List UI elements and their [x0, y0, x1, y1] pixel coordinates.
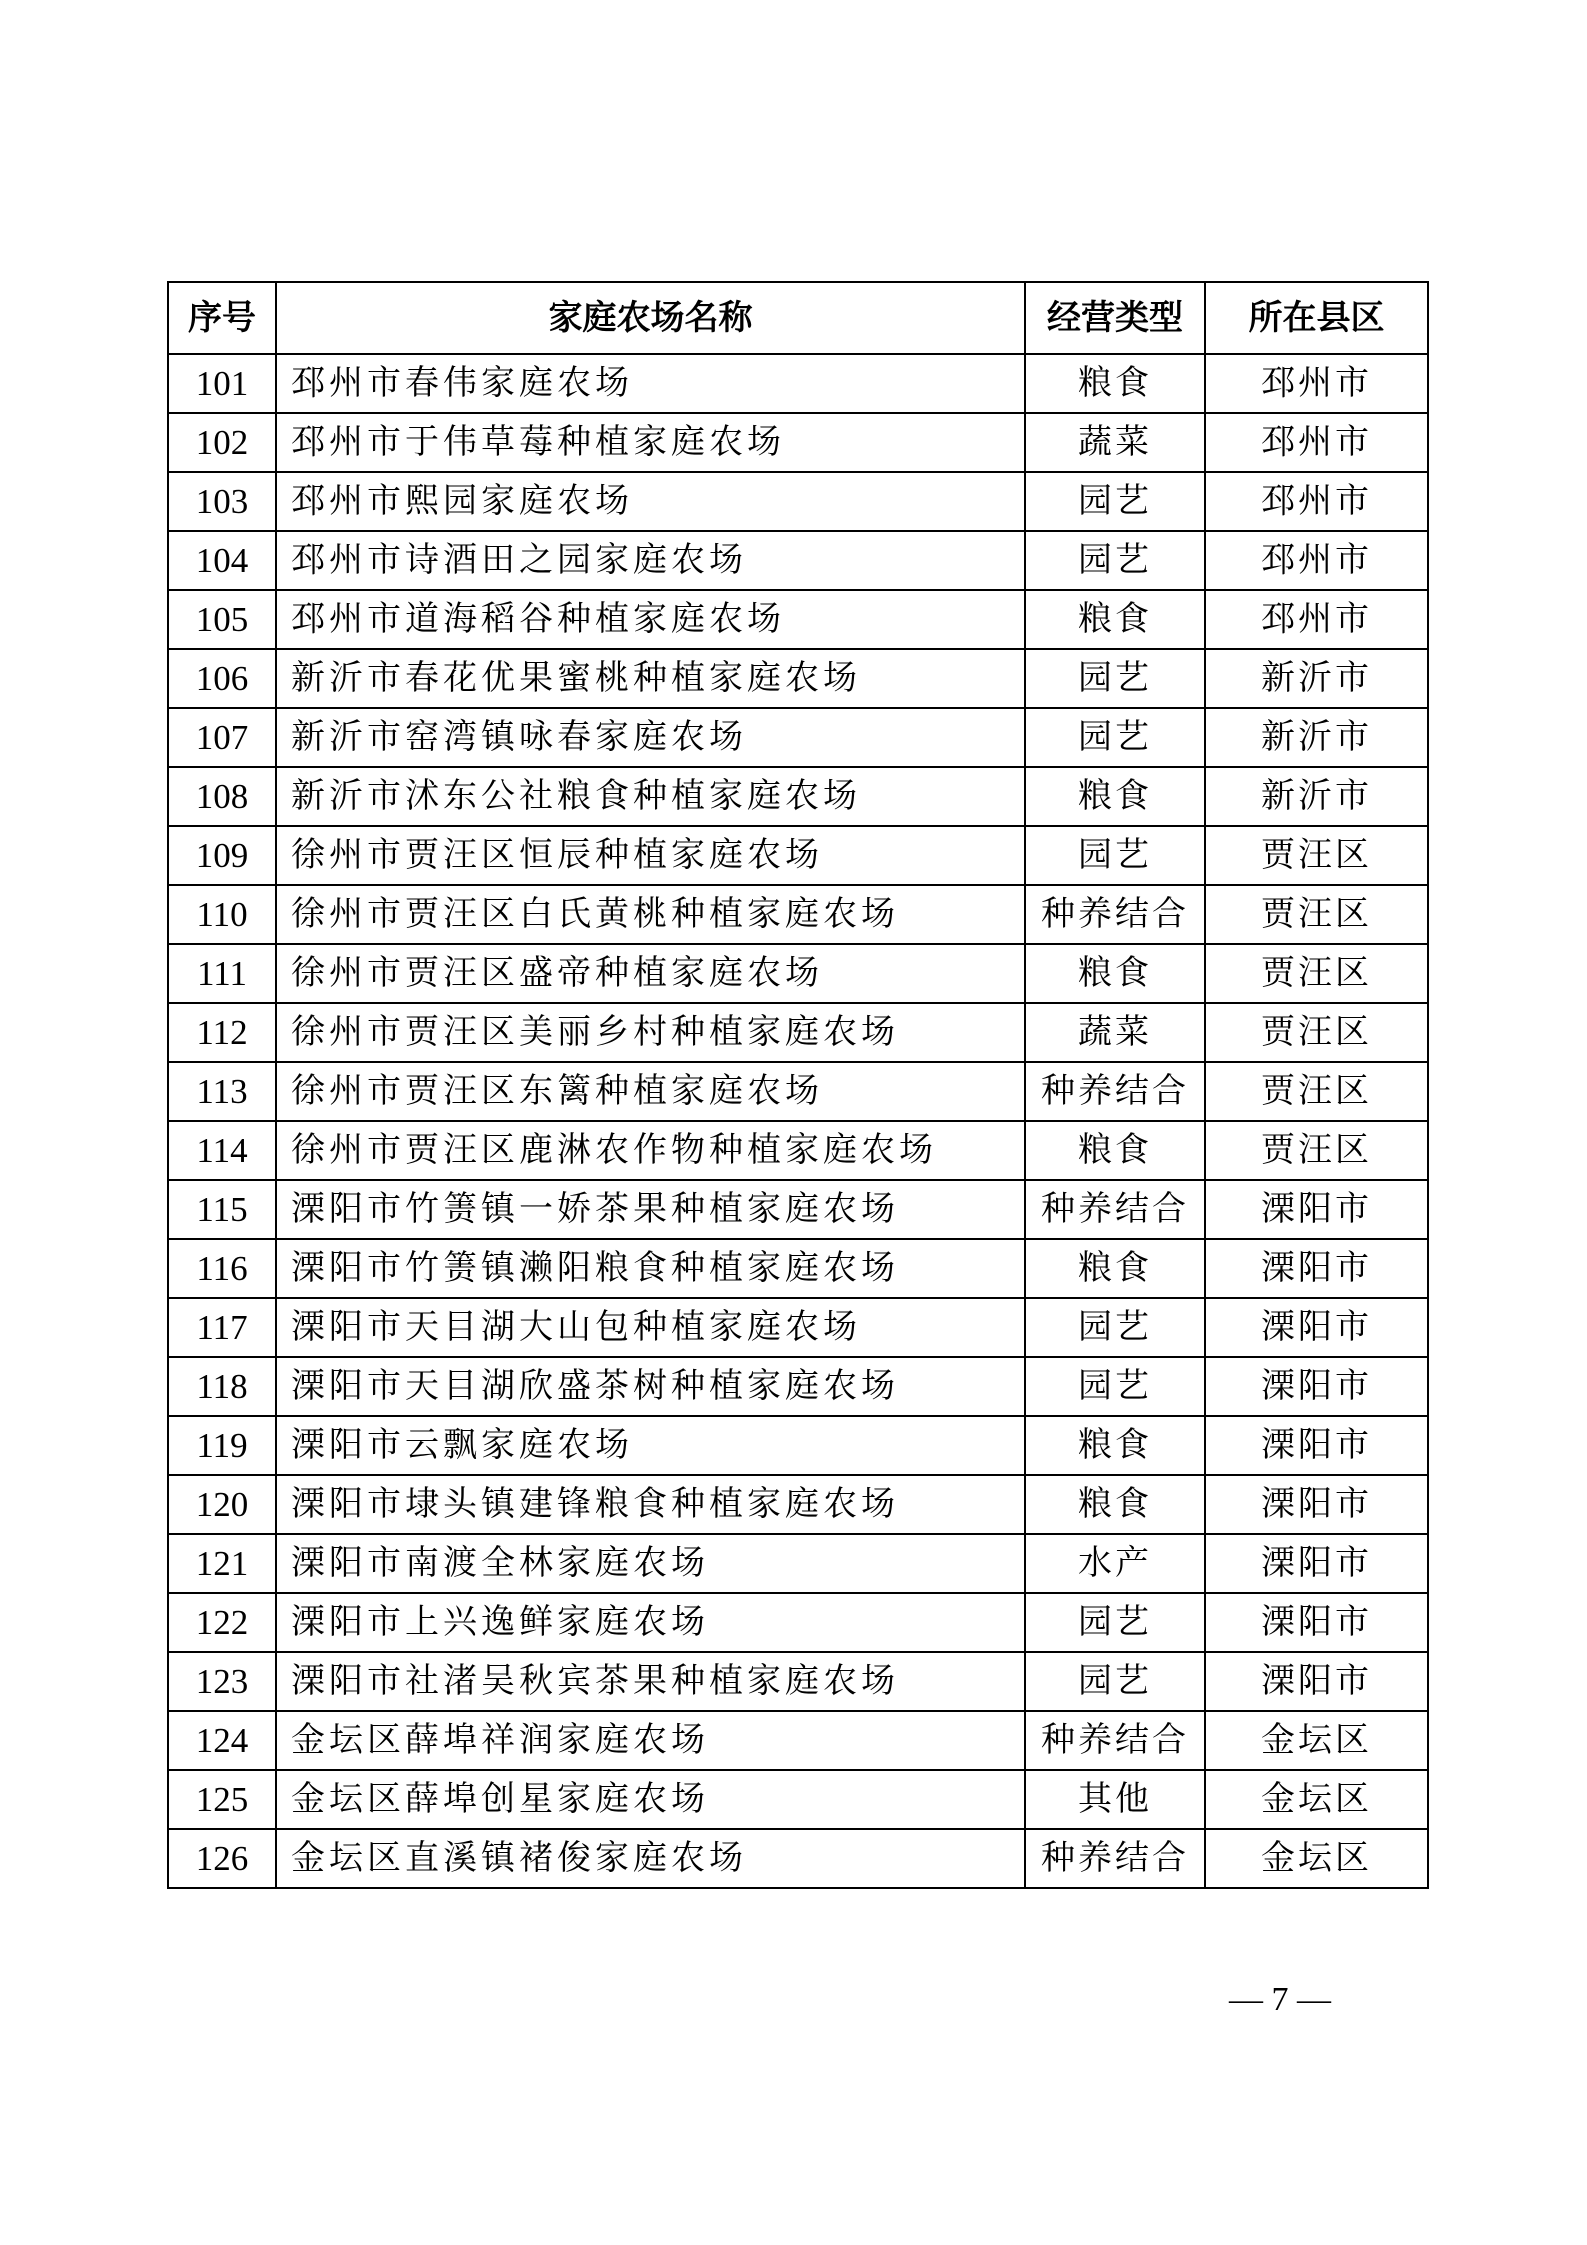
- cell-farm-name: 新沂市窑湾镇咏春家庭农场: [276, 708, 1025, 767]
- header-serial-number: 序号: [168, 282, 276, 354]
- cell-serial-number: 117: [168, 1298, 276, 1357]
- cell-serial-number: 105: [168, 590, 276, 649]
- cell-serial-number: 125: [168, 1770, 276, 1829]
- cell-farm-name: 新沂市沭东公社粮食种植家庭农场: [276, 767, 1025, 826]
- table-row: [168, 1593, 1428, 1652]
- cell-business-type: 粮食: [1025, 1416, 1205, 1475]
- cell-county: 溧阳市: [1205, 1475, 1428, 1534]
- cell-farm-name: 徐州市贾汪区鹿淋农作物种植家庭农场: [276, 1121, 1025, 1180]
- cell-serial-number: 116: [168, 1239, 276, 1298]
- table-row: [168, 531, 1428, 590]
- table-row: [168, 1770, 1428, 1829]
- table-row: [168, 1357, 1428, 1416]
- cell-county: 溧阳市: [1205, 1416, 1428, 1475]
- cell-business-type: 园艺: [1025, 1652, 1205, 1711]
- table-row: [168, 649, 1428, 708]
- cell-farm-name: 邳州市熙园家庭农场: [276, 472, 1025, 531]
- cell-serial-number: 120: [168, 1475, 276, 1534]
- cell-county: 贾汪区: [1205, 885, 1428, 944]
- cell-business-type: 蔬菜: [1025, 413, 1205, 472]
- table-row: [168, 885, 1428, 944]
- cell-farm-name: 邳州市诗酒田之园家庭农场: [276, 531, 1025, 590]
- table-row: [168, 354, 1428, 413]
- cell-serial-number: 124: [168, 1711, 276, 1770]
- cell-farm-name: 溧阳市天目湖大山包种植家庭农场: [276, 1298, 1025, 1357]
- cell-business-type: 园艺: [1025, 1357, 1205, 1416]
- cell-business-type: 种养结合: [1025, 1062, 1205, 1121]
- table-row: [168, 1239, 1428, 1298]
- cell-business-type: 园艺: [1025, 1593, 1205, 1652]
- cell-county: 溧阳市: [1205, 1298, 1428, 1357]
- family-farm-table: [167, 281, 1429, 1889]
- cell-farm-name: 溧阳市埭头镇建锋粮食种植家庭农场: [276, 1475, 1025, 1534]
- table-row: [168, 472, 1428, 531]
- cell-serial-number: 123: [168, 1652, 276, 1711]
- cell-county: 溧阳市: [1205, 1239, 1428, 1298]
- cell-county: 邳州市: [1205, 472, 1428, 531]
- cell-farm-name: 溧阳市天目湖欣盛茶树种植家庭农场: [276, 1357, 1025, 1416]
- table-row: [168, 413, 1428, 472]
- cell-business-type: 园艺: [1025, 826, 1205, 885]
- cell-business-type: 园艺: [1025, 708, 1205, 767]
- header-farm-name: 家庭农场名称: [276, 282, 1025, 354]
- cell-farm-name: 金坛区薛埠创星家庭农场: [276, 1770, 1025, 1829]
- table-header-row: [168, 282, 1428, 354]
- cell-farm-name: 金坛区直溪镇褚俊家庭农场: [276, 1829, 1025, 1888]
- cell-county: 贾汪区: [1205, 1062, 1428, 1121]
- cell-business-type: 粮食: [1025, 1239, 1205, 1298]
- cell-serial-number: 112: [168, 1003, 276, 1062]
- cell-serial-number: 103: [168, 472, 276, 531]
- table-row: [168, 767, 1428, 826]
- cell-business-type: 粮食: [1025, 590, 1205, 649]
- cell-serial-number: 119: [168, 1416, 276, 1475]
- cell-county: 新沂市: [1205, 708, 1428, 767]
- cell-county: 溧阳市: [1205, 1357, 1428, 1416]
- cell-farm-name: 溧阳市上兴逸鲜家庭农场: [276, 1593, 1025, 1652]
- cell-county: 邳州市: [1205, 413, 1428, 472]
- cell-county: 贾汪区: [1205, 1003, 1428, 1062]
- cell-serial-number: 114: [168, 1121, 276, 1180]
- cell-serial-number: 126: [168, 1829, 276, 1888]
- cell-farm-name: 溧阳市社渚吴秋宾茶果种植家庭农场: [276, 1652, 1025, 1711]
- cell-farm-name: 徐州市贾汪区恒辰种植家庭农场: [276, 826, 1025, 885]
- cell-county: 邳州市: [1205, 354, 1428, 413]
- table-row: [168, 1711, 1428, 1770]
- cell-serial-number: 122: [168, 1593, 276, 1652]
- cell-county: 新沂市: [1205, 767, 1428, 826]
- cell-serial-number: 109: [168, 826, 276, 885]
- table-row: [168, 1298, 1428, 1357]
- cell-business-type: 粮食: [1025, 944, 1205, 1003]
- cell-county: 邳州市: [1205, 590, 1428, 649]
- table-row: [168, 1062, 1428, 1121]
- table-row: [168, 1534, 1428, 1593]
- cell-farm-name: 新沂市春花优果蜜桃种植家庭农场: [276, 649, 1025, 708]
- cell-county: 新沂市: [1205, 649, 1428, 708]
- header-business-type: 经营类型: [1025, 282, 1205, 354]
- cell-county: 溧阳市: [1205, 1652, 1428, 1711]
- cell-farm-name: 徐州市贾汪区美丽乡村种植家庭农场: [276, 1003, 1025, 1062]
- cell-serial-number: 113: [168, 1062, 276, 1121]
- header-county: 所在县区: [1205, 282, 1428, 354]
- cell-serial-number: 110: [168, 885, 276, 944]
- cell-business-type: 其他: [1025, 1770, 1205, 1829]
- cell-farm-name: 徐州市贾汪区东篱种植家庭农场: [276, 1062, 1025, 1121]
- cell-county: 邳州市: [1205, 531, 1428, 590]
- table-row: [168, 1416, 1428, 1475]
- cell-business-type: 园艺: [1025, 649, 1205, 708]
- cell-farm-name: 徐州市贾汪区白氏黄桃种植家庭农场: [276, 885, 1025, 944]
- cell-county: 溧阳市: [1205, 1180, 1428, 1239]
- cell-business-type: 粮食: [1025, 1475, 1205, 1534]
- cell-serial-number: 107: [168, 708, 276, 767]
- cell-business-type: 园艺: [1025, 531, 1205, 590]
- table-row: [168, 1829, 1428, 1888]
- table-row: [168, 1003, 1428, 1062]
- cell-farm-name: 邳州市道海稻谷种植家庭农场: [276, 590, 1025, 649]
- cell-business-type: 种养结合: [1025, 1180, 1205, 1239]
- cell-serial-number: 102: [168, 413, 276, 472]
- cell-business-type: 水产: [1025, 1534, 1205, 1593]
- cell-farm-name: 溧阳市竹箦镇一娇茶果种植家庭农场: [276, 1180, 1025, 1239]
- cell-county: 金坛区: [1205, 1829, 1428, 1888]
- cell-farm-name: 溧阳市南渡全林家庭农场: [276, 1534, 1025, 1593]
- cell-farm-name: 邳州市春伟家庭农场: [276, 354, 1025, 413]
- cell-county: 溧阳市: [1205, 1593, 1428, 1652]
- cell-serial-number: 108: [168, 767, 276, 826]
- cell-serial-number: 101: [168, 354, 276, 413]
- cell-serial-number: 121: [168, 1534, 276, 1593]
- cell-serial-number: 111: [168, 944, 276, 1003]
- cell-farm-name: 徐州市贾汪区盛帝种植家庭农场: [276, 944, 1025, 1003]
- cell-business-type: 园艺: [1025, 472, 1205, 531]
- cell-serial-number: 115: [168, 1180, 276, 1239]
- table-row: [168, 826, 1428, 885]
- cell-farm-name: 溧阳市云飘家庭农场: [276, 1416, 1025, 1475]
- cell-county: 溧阳市: [1205, 1534, 1428, 1593]
- table-body: [168, 354, 1428, 1888]
- cell-county: 贾汪区: [1205, 1121, 1428, 1180]
- cell-farm-name: 溧阳市竹箦镇濑阳粮食种植家庭农场: [276, 1239, 1025, 1298]
- table-row: [168, 708, 1428, 767]
- cell-business-type: 粮食: [1025, 767, 1205, 826]
- cell-farm-name: 金坛区薛埠祥润家庭农场: [276, 1711, 1025, 1770]
- cell-business-type: 蔬菜: [1025, 1003, 1205, 1062]
- cell-county: 贾汪区: [1205, 826, 1428, 885]
- cell-business-type: 粮食: [1025, 1121, 1205, 1180]
- cell-county: 金坛区: [1205, 1770, 1428, 1829]
- cell-farm-name: 邳州市于伟草莓种植家庭农场: [276, 413, 1025, 472]
- table-row: [168, 944, 1428, 1003]
- cell-business-type: 种养结合: [1025, 1711, 1205, 1770]
- cell-county: 金坛区: [1205, 1711, 1428, 1770]
- table-row: [168, 1180, 1428, 1239]
- table-row: [168, 1475, 1428, 1534]
- table-row: [168, 1121, 1428, 1180]
- page-number: — 7 —: [1229, 1981, 1331, 2018]
- cell-business-type: 园艺: [1025, 1298, 1205, 1357]
- cell-serial-number: 106: [168, 649, 276, 708]
- cell-county: 贾汪区: [1205, 944, 1428, 1003]
- cell-serial-number: 118: [168, 1357, 276, 1416]
- cell-business-type: 粮食: [1025, 354, 1205, 413]
- cell-business-type: 种养结合: [1025, 1829, 1205, 1888]
- cell-serial-number: 104: [168, 531, 276, 590]
- table-row: [168, 590, 1428, 649]
- table-row: [168, 1652, 1428, 1711]
- cell-business-type: 种养结合: [1025, 885, 1205, 944]
